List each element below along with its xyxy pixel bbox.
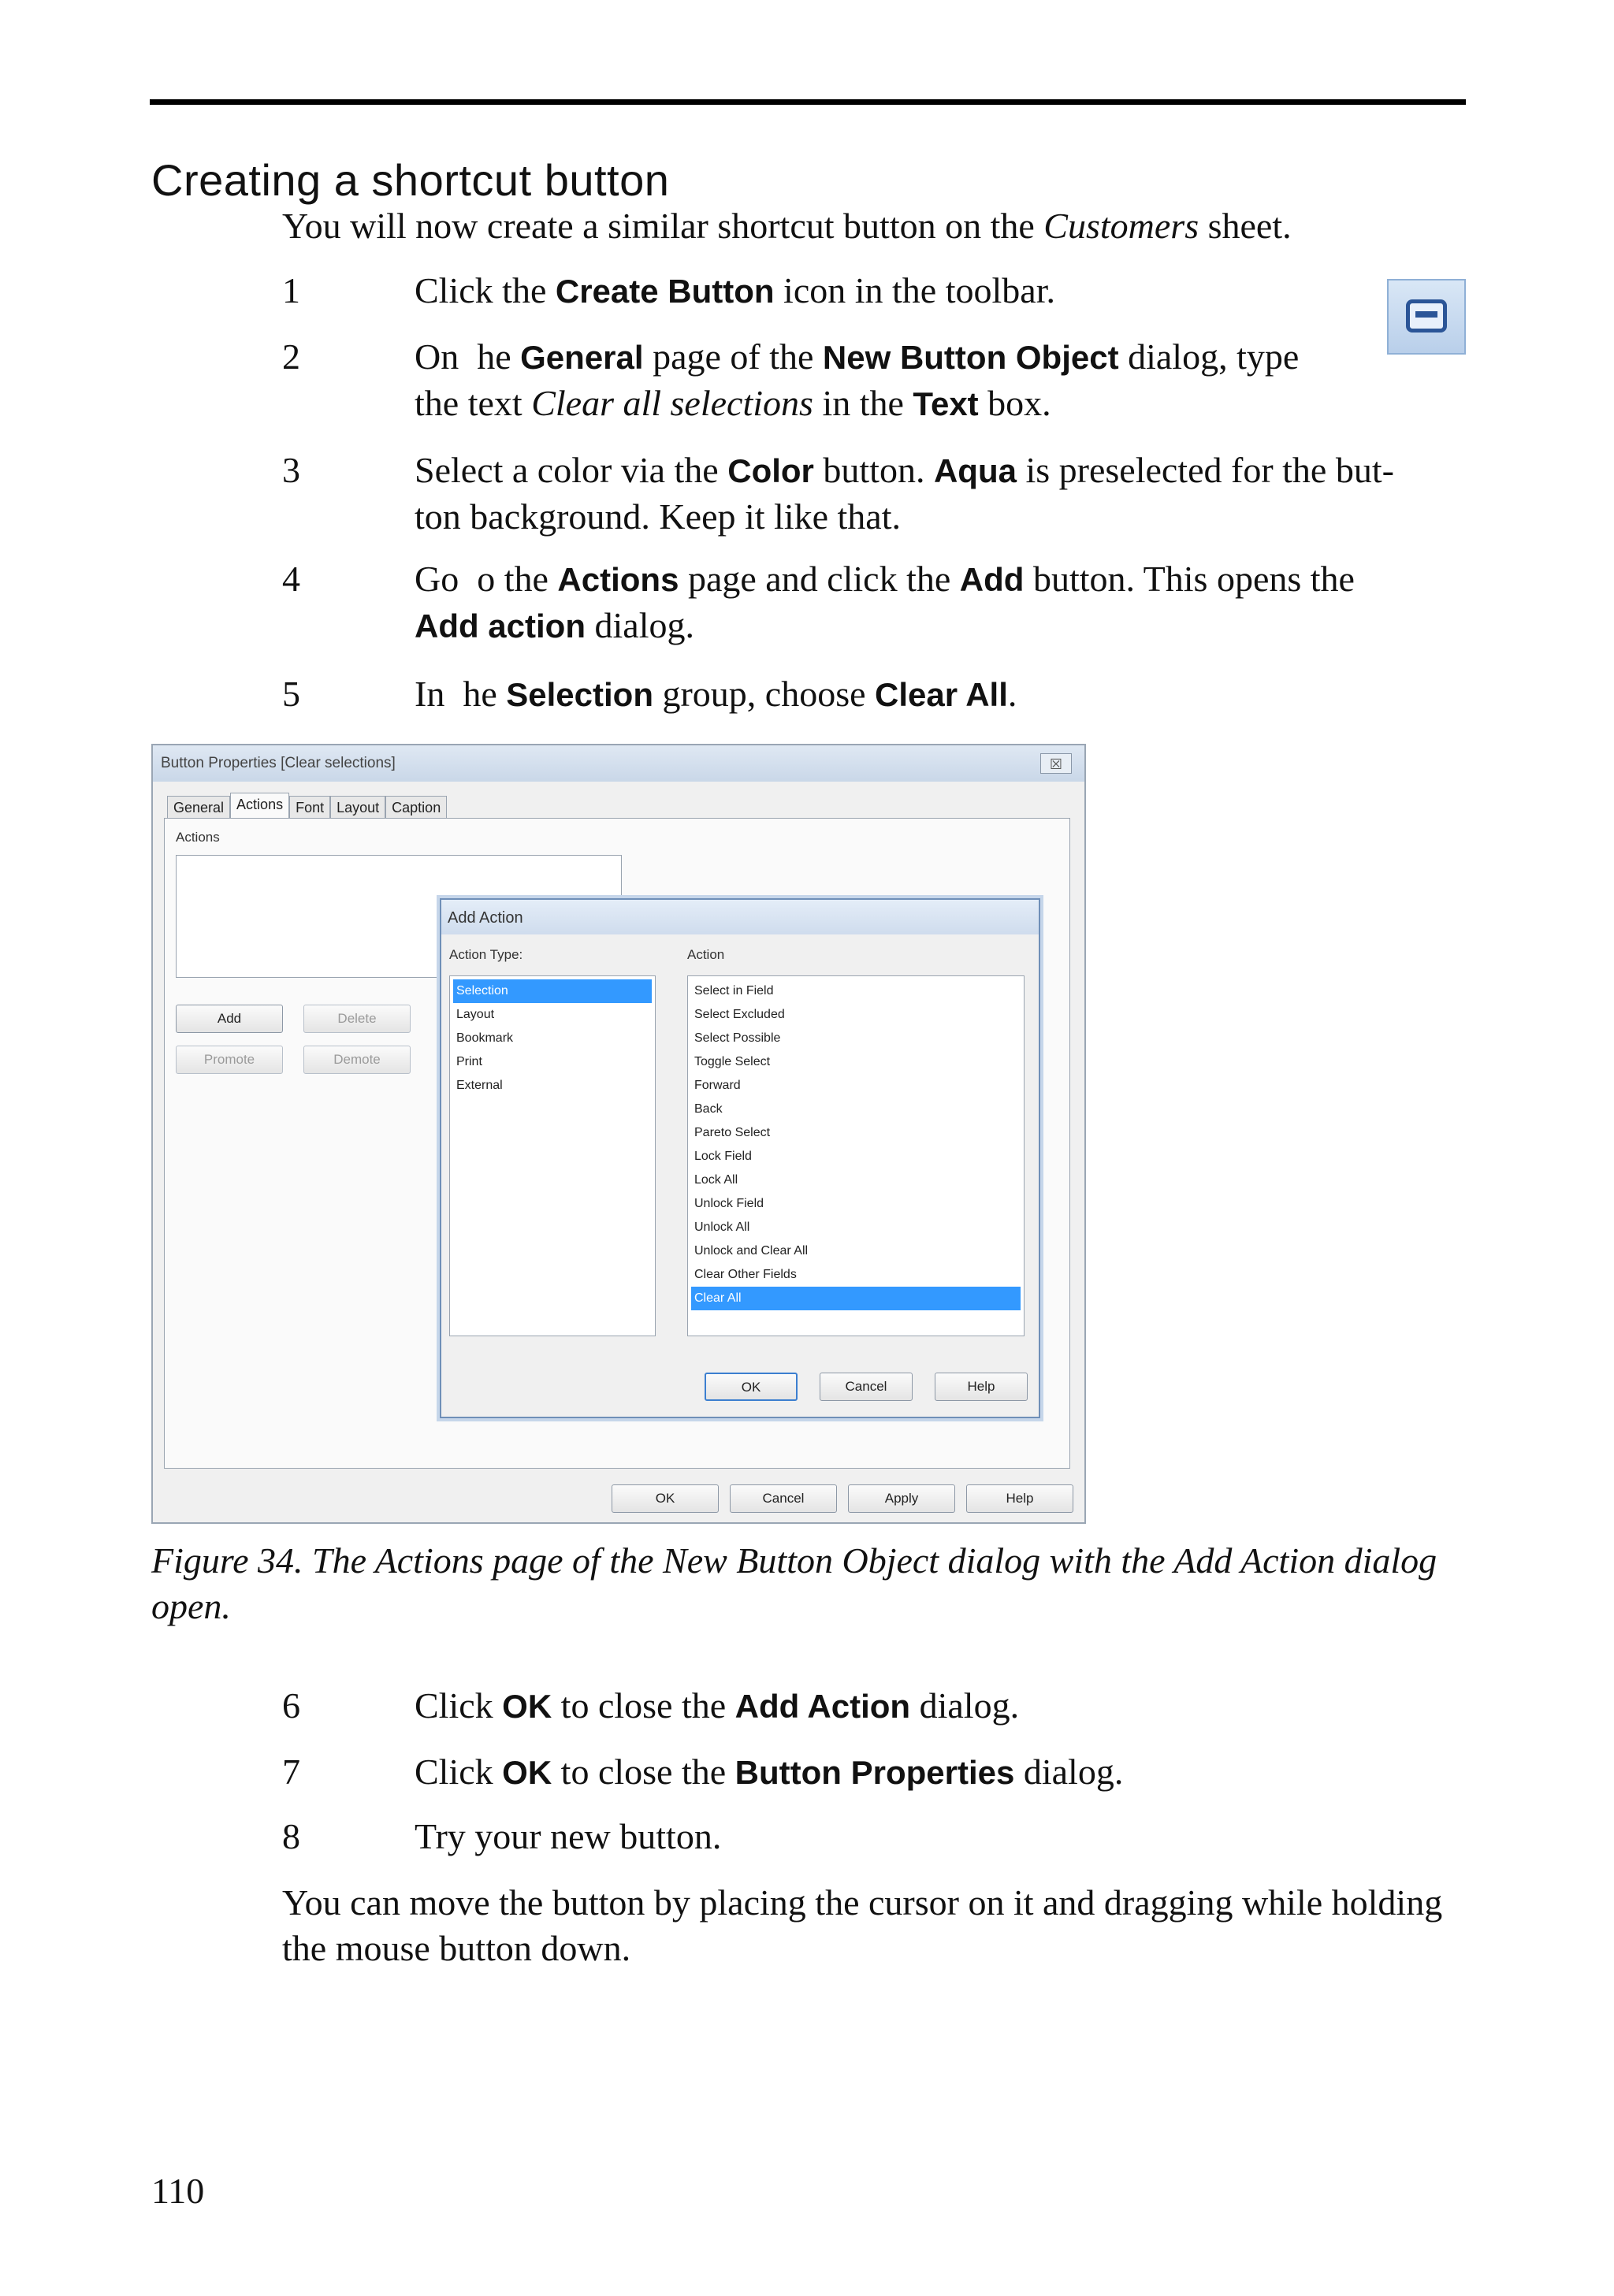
action-label: Action (687, 947, 725, 962)
apply-button[interactable]: Apply (848, 1484, 955, 1513)
ok-button[interactable]: OK (612, 1484, 719, 1513)
action-type-list[interactable] (449, 975, 656, 1336)
step-text: dialog. (1014, 1752, 1124, 1792)
step-body (415, 556, 1355, 649)
step-line (415, 268, 1055, 314)
step-body (415, 448, 1394, 540)
tab-general[interactable]: General (167, 796, 230, 819)
tab-font[interactable]: Font (289, 796, 330, 819)
page-number: 110 (151, 2171, 205, 2211)
window-titlebar (153, 745, 1084, 782)
step-body (415, 1683, 1019, 1729)
ui-term: OK (502, 1754, 552, 1791)
step-text: box. (978, 383, 1051, 423)
list-item[interactable]: Unlock Field (694, 1197, 764, 1210)
figure-caption: Figure 34. The Actions page of the New Button Object dialog with the Add Action dialog open. (151, 1540, 1437, 1626)
list-item[interactable]: External (456, 1079, 503, 1092)
list-item[interactable]: Selection (453, 979, 652, 1003)
intro-text-end: sheet. (1199, 206, 1292, 246)
step-number: 3 (282, 450, 300, 490)
tab-layout[interactable]: Layout (330, 796, 385, 819)
actions-label: Actions (176, 830, 220, 845)
step-line (415, 1814, 721, 1859)
step-text: is preselected for the but- (1016, 450, 1394, 490)
list-item[interactable]: Unlock All (694, 1220, 750, 1234)
section-heading: Creating a shortcut button (151, 155, 670, 205)
step-text: in the (813, 383, 913, 423)
tab-caption[interactable]: Caption (385, 796, 447, 819)
ui-term: Actions (557, 561, 679, 598)
step-text: icon in the toolbar. (774, 270, 1055, 310)
promote-button[interactable]: Promote (176, 1046, 283, 1074)
delete-button[interactable]: Delete (303, 1005, 411, 1033)
step-line (415, 556, 1355, 603)
list-item[interactable]: Pareto Select (694, 1126, 771, 1139)
top-rule (150, 99, 1466, 105)
ui-term: Aqua (933, 452, 1017, 489)
window-title: Button Properties [Clear selections] (161, 755, 396, 771)
ui-term: New Button Object (822, 339, 1119, 376)
add-action-titlebar (441, 900, 1039, 934)
step-line (415, 334, 1299, 381)
closing-paragraph: You can move the button by placing the cursor on it and dragging while holding the mouse button down. (282, 1882, 1443, 1968)
dialog-ok-button[interactable]: OK (705, 1373, 798, 1401)
step-text: the text (415, 383, 532, 423)
ui-term: Create Button (555, 273, 775, 310)
intro-paragraph (282, 205, 1292, 247)
list-item[interactable]: Clear Other Fields (694, 1268, 797, 1281)
list-item[interactable]: Clear All (691, 1287, 1021, 1310)
ui-term: Text (913, 385, 979, 422)
step-text: to close the (552, 1685, 735, 1726)
step-line (415, 603, 1355, 649)
create-button-icon (1387, 279, 1466, 355)
step-text: dialog. (586, 605, 694, 645)
step-line (415, 448, 1394, 494)
list-item[interactable]: Layout (456, 1008, 495, 1021)
step-text: Click (415, 1685, 503, 1726)
button-properties-screenshot (151, 744, 1086, 1524)
step-number: 1 (282, 270, 300, 310)
ui-term: Add Action (734, 1688, 911, 1725)
step-body (415, 268, 1055, 314)
list-item[interactable]: Print (456, 1055, 482, 1068)
action-type-label: Action Type: (449, 947, 523, 962)
step-text: Click (415, 1752, 503, 1792)
step-body (415, 334, 1299, 427)
ui-term: Clear All (875, 676, 1008, 713)
add-button[interactable]: Add (176, 1005, 283, 1033)
step-line (415, 494, 1394, 540)
action-list[interactable] (687, 975, 1025, 1336)
emphasis-text: Clear all selections (531, 383, 813, 423)
step-line (415, 381, 1299, 427)
step-text: dialog, type (1118, 336, 1300, 377)
step-body (415, 1814, 721, 1859)
ui-term: Add action (415, 607, 586, 645)
step-text: Go o the (415, 559, 558, 599)
step-number: 7 (282, 1752, 300, 1792)
list-item[interactable]: Lock All (694, 1173, 738, 1187)
ui-term: Selection (506, 676, 653, 713)
dialog-cancel-button[interactable]: Cancel (820, 1373, 913, 1401)
ui-term: Button Properties (734, 1754, 1015, 1791)
step-text: Click the (415, 270, 556, 310)
step-number: 5 (282, 674, 300, 714)
tab-actions[interactable]: Actions (230, 793, 289, 820)
step-text: to close the (552, 1752, 735, 1792)
step-text: . (1007, 674, 1017, 714)
list-item[interactable]: Forward (694, 1079, 741, 1092)
close-icon[interactable]: ☒ (1040, 753, 1072, 774)
list-item[interactable]: Unlock and Clear All (694, 1244, 809, 1258)
step-text: button. (813, 450, 934, 490)
step-text: Try your new button. (415, 1816, 722, 1856)
intro-text: You will now create a similar shortcut button on the (282, 206, 1044, 246)
step-text: button. This opens the (1024, 559, 1355, 599)
help-button[interactable]: Help (966, 1484, 1073, 1513)
step-text: Select a color via the (415, 450, 728, 490)
step-number: 6 (282, 1685, 300, 1726)
list-item[interactable]: Select Possible (694, 1031, 781, 1045)
add-action-title: Add Action (448, 909, 523, 927)
step-text: ton background. Keep it like that. (415, 496, 902, 537)
tab-strip (167, 793, 447, 818)
ui-term: OK (502, 1688, 552, 1725)
add-action-dialog (440, 898, 1040, 1418)
step-text: page of the (643, 336, 823, 377)
step-text: In he (415, 674, 507, 714)
cancel-button[interactable]: Cancel (730, 1484, 837, 1513)
dialog-help-button[interactable]: Help (935, 1373, 1028, 1401)
ui-term: General (520, 339, 644, 376)
intro-emphasis: Customers (1043, 206, 1199, 246)
step-text: group, choose (653, 674, 876, 714)
step-text: On he (415, 336, 521, 377)
ui-term: Add (959, 561, 1025, 598)
list-item[interactable]: Back (694, 1102, 723, 1116)
step-body (415, 1749, 1123, 1796)
list-item[interactable]: Toggle Select (694, 1055, 771, 1068)
list-item[interactable]: Select in Field (694, 984, 774, 998)
step-body (415, 671, 1017, 718)
list-item[interactable]: Bookmark (456, 1031, 514, 1045)
step-number: 4 (282, 559, 300, 599)
demote-button[interactable]: Demote (303, 1046, 411, 1074)
list-item[interactable]: Select Excluded (694, 1008, 785, 1021)
step-line (415, 671, 1017, 718)
step-line (415, 1683, 1019, 1729)
step-text: page and click the (679, 559, 960, 599)
list-item[interactable]: Lock Field (694, 1150, 752, 1163)
ui-term: Color (727, 452, 814, 489)
step-number: 8 (282, 1816, 300, 1856)
step-text: dialog. (910, 1685, 1020, 1726)
step-line (415, 1749, 1123, 1796)
step-number: 2 (282, 336, 300, 377)
